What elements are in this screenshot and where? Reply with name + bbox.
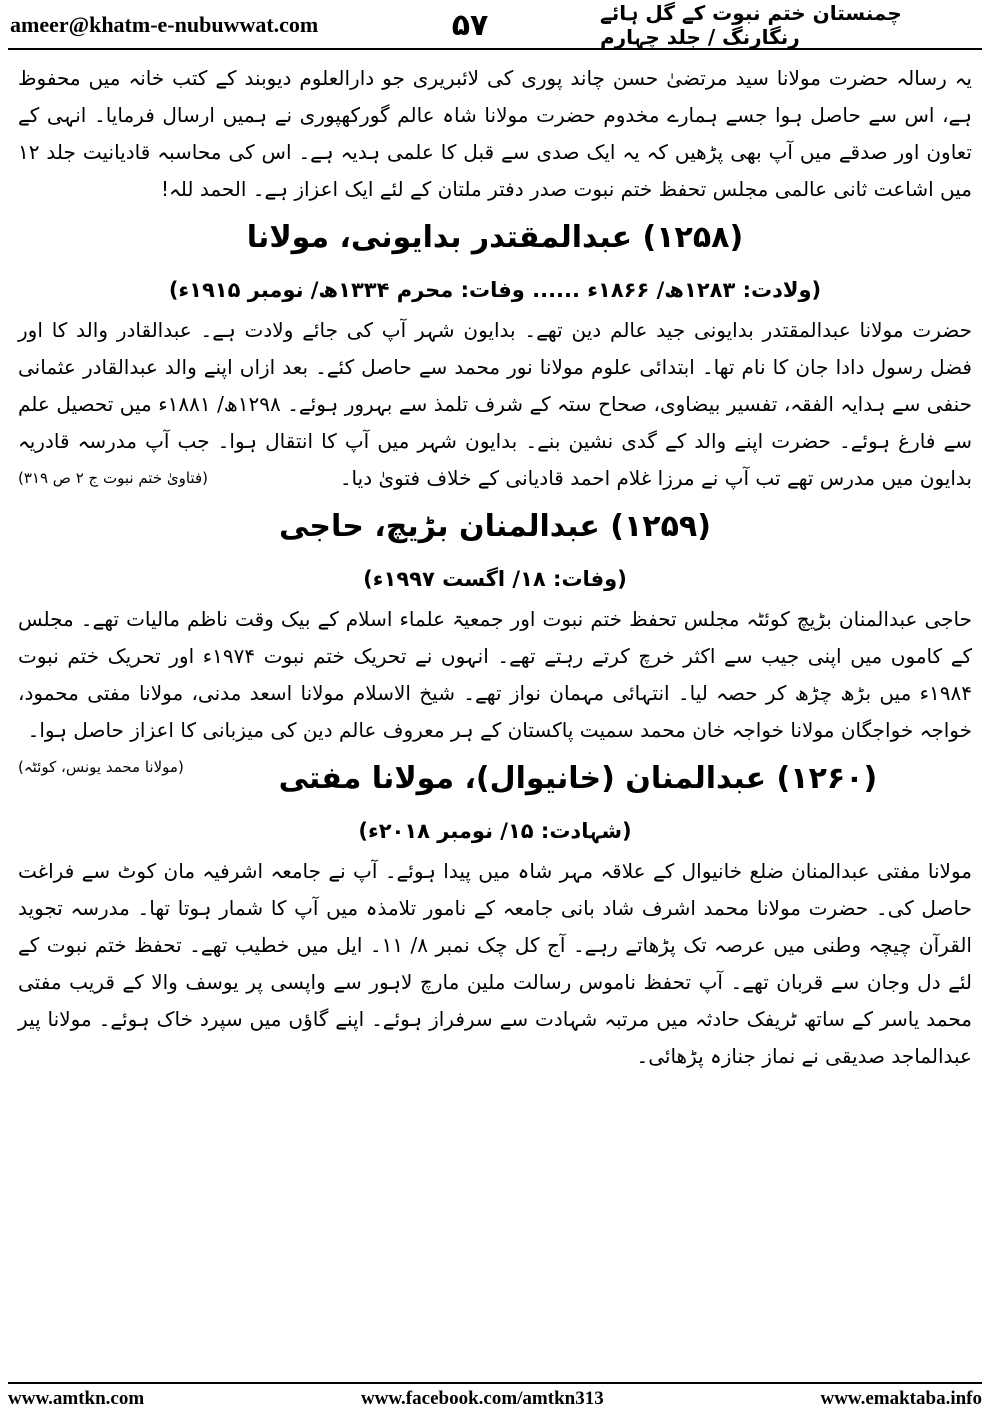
entry-dates: (شہادت: ۱۵/ نومبر ۲۰۱۸ء) xyxy=(358,819,632,843)
entry-1260 xyxy=(18,749,972,1075)
entry-heading: (۱۲۵۹) عبدالمنان بڑیچ، حاجی xyxy=(279,509,711,544)
page-footer xyxy=(8,1382,982,1418)
entry-reference: (مولانا محمد یونس، کوئٹہ) xyxy=(18,758,184,776)
entry-1258 xyxy=(18,208,972,497)
page-number: ۵۷ xyxy=(451,7,489,43)
entry-dates: (وفات: ۱۸/ اگست ۱۹۹۷ء) xyxy=(363,567,627,591)
book-title: چمنستان ختم نبوت کے گل ہائے رنگارنگ / جلد چہارم xyxy=(600,1,902,49)
entry-body xyxy=(18,853,972,1075)
entry-body xyxy=(18,601,972,776)
entry-body xyxy=(18,312,972,497)
entry-heading: (۱۲۶۰) عبدالمنان (خانیوال)، مولانا مفتی xyxy=(278,761,878,796)
page-content xyxy=(18,60,972,1075)
footer-divider xyxy=(8,1382,982,1384)
header-divider xyxy=(8,48,982,50)
entry-1259 xyxy=(18,497,972,776)
footer-link-emaktaba[interactable]: www.emaktaba.info xyxy=(820,1388,982,1409)
footer-link-amtkn[interactable]: www.amtkn.com xyxy=(8,1388,145,1409)
header-email: ameer@khatm-e-nubuwwat.com xyxy=(10,12,319,37)
entry-dates: (ولادت: ۱۲۸۳ھ/ ۱۸۶۶ء ...... وفات: محرم ۱۳۳۴ھ/ نومبر ۱۹۱۵ء) xyxy=(168,278,822,302)
entry-heading: (۱۲۵۸) عبدالمقتدر بدایونی، مولانا xyxy=(246,220,744,255)
footer-link-facebook[interactable]: www.facebook.com/amtkn313 xyxy=(360,1388,604,1409)
entry-reference: (فتاویٰ ختم نبوت ج ۲ ص ۳۱۹) xyxy=(18,469,208,487)
intro-paragraph: یہ رسالہ حضرت مولانا سید مرتضیٰ حسن چاند پوری کی لائبریری جو دارالعلوم دیوبند کے کتب خانہ میں محفوظ ہے، اس سے حاصل ہوا جسے ہمارے مخدوم حضرت مولانا شاہ عالم گورکھپوری نے ہمیں ارسال فرمایا۔ انہی کے تعاون اور صدقے میں آپ بھی پڑھیں کہ یہ ایک صدی سے قبل کا علمی ہدیہ ہے۔ اس کی محاسبہ قادیانیت جلد ۱۲ میں اشاعت ثانی عالمی مجلس تحفظ ختم نبوت صدر دفتر ملتان کے لئے ایک اعزاز ہے۔ الحمد للہ! xyxy=(18,66,972,201)
entry-text: مولانا مفتی عبدالمنان ضلع خانیوال کے علاقہ مہر شاہ میں پیدا ہوئے۔ آپ نے جامعہ اشرفیہ مان کوٹ سے فراغت حاصل کی۔ حضرت مولانا محمد اشرف شاد بانی جامعہ کے نامور تلامذہ میں آپ کا شمار ہوتا تھا۔ مدرسہ تجوید القرآن چیچہ وطنی میں عرصہ تک پڑھاتے رہے۔ آج کل چک نمبر ۸/ ۱۱۔ ایل میں خطیب تھے۔ تحفظ ختم نبوت کے لئے دل وجان سے قربان تھے۔ آپ تحفظ ناموس رسالت ملین مارچ لاہور سے واپسی پر یوسف والا کے قریب مفتی محمد یاسر کے ساتھ ٹریفک حادثہ میں مرتبہ شہادت سے سرفراز ہوئے۔ اپنے گاؤں میں سپرد خاک ہوئے۔ مولانا پیر عبدالماجد صدیقی نے نماز جنازہ پڑھائی۔ xyxy=(18,859,972,1068)
entry-text: حاجی عبدالمنان بڑیچ کوئٹہ مجلس تحفظ ختم نبوت اور جمعیۃ علماء اسلام کے بیک وقت ناظم مالیات تھے۔ مجلس کے کاموں میں اپنی جیب سے اکثر خرچ کرتے رہتے تھے۔ انہوں نے تحریک ختم نبوت ۱۹۷۴ء اور تحریک ختم نبوت ۱۹۸۴ء میں بڑھ چڑھ کر حصہ لیا۔ انتہائی مہمان نواز تھے۔ شیخ الاسلام مولانا اسعد مدنی، مولانا مفتی محمود، خواجہ خواجگان مولانا خواجہ خان محمد سمیت پاکستان کے ہر معروف عالم دین کی میزبانی کا اعزاز حاصل ہوا۔ xyxy=(18,607,972,742)
entry-text: حضرت مولانا عبدالمقتدر بدایونی جید عالم دین تھے۔ بدایون شہر آپ کی جائے ولادت ہے۔ عبدالقادر والد کا اور فضل رسول دادا جان کا نام تھا۔ ابتدائی علوم مولانا نور محمد سے حاصل کئے۔ بعد ازاں اپنے والد عبدالقادر عثمانی حنفی سے ہدایہ الفقہ، تفسیر بیضاوی، صحاح ستہ کے شرف تلمذ سے بہرور ہوئے۔ ۱۲۹۸ھ/ ۱۸۸۱ء میں تحصیل علم سے فارغ ہوئے۔ حضرت اپنے والد کے گدی نشین بنے۔ بدایون شہر میں آپ کا انتقال ہوا۔ جب آپ مدرسہ قادریہ بدایون میں مدرس تھے تب آپ نے مرزا غلام احمد قادیانی کے خلاف فتویٰ دیا۔ xyxy=(18,318,972,490)
page-header xyxy=(10,2,980,48)
